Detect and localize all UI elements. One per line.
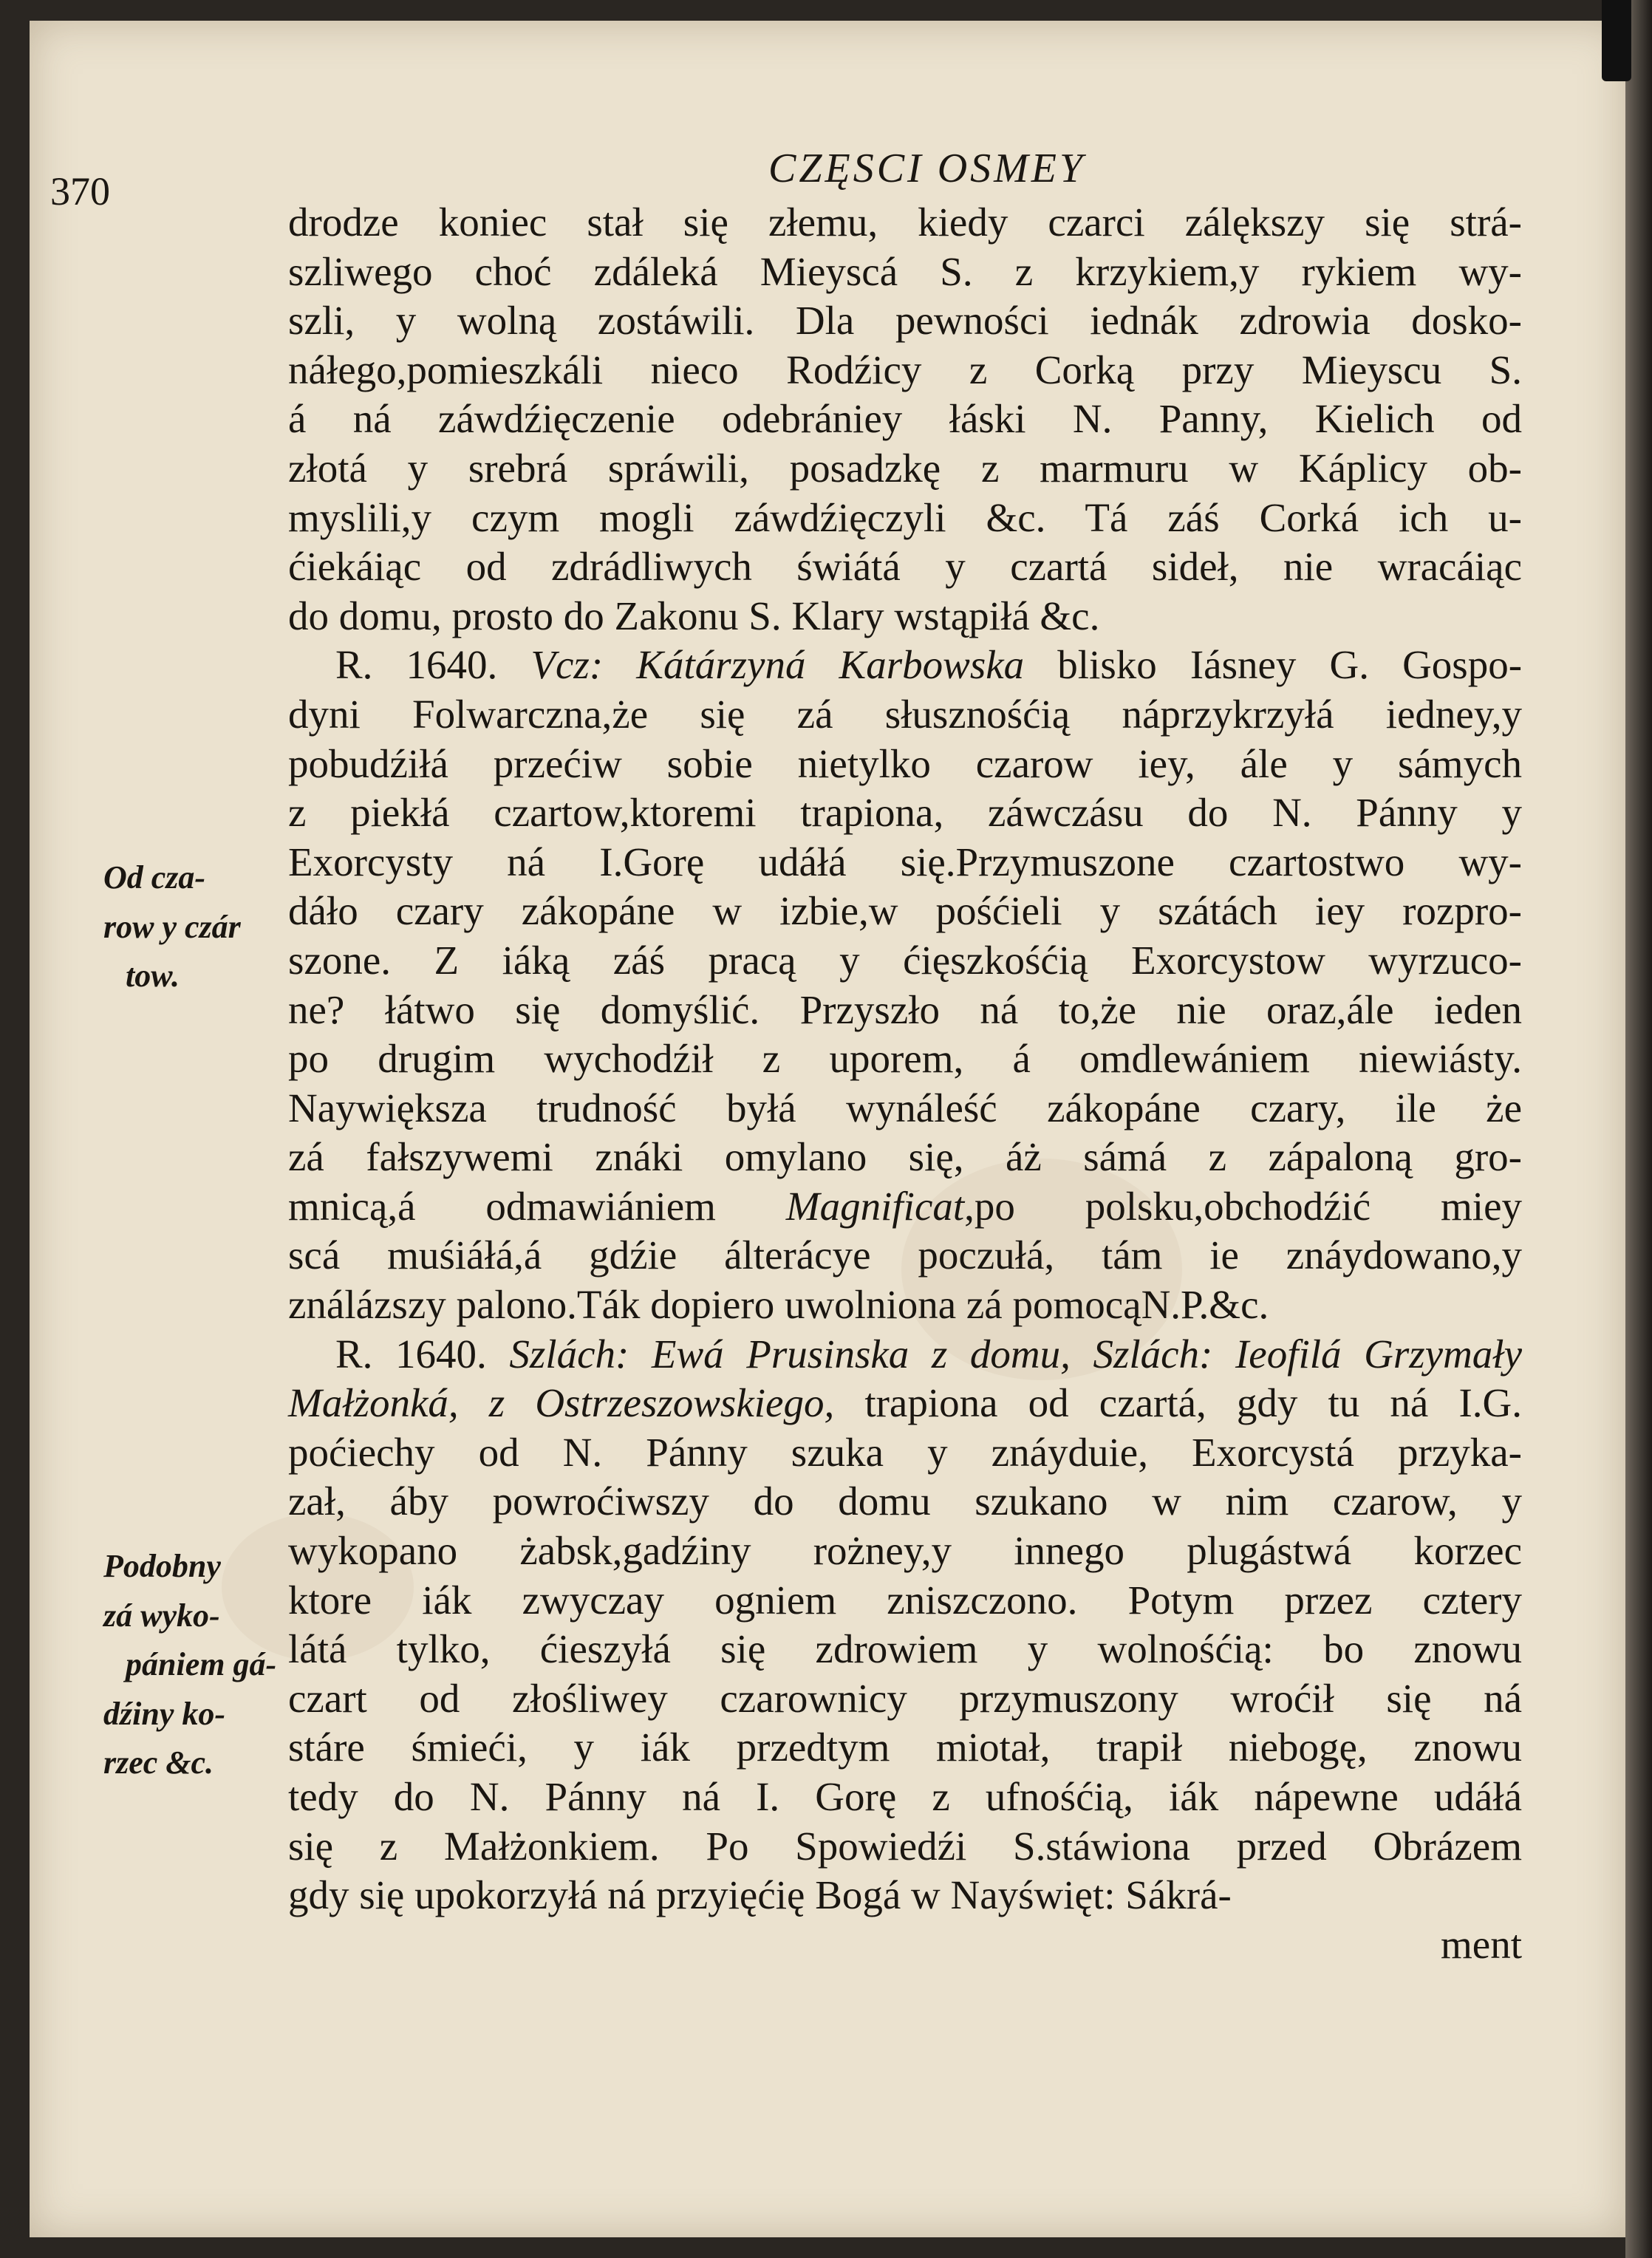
- marginal-line: Od cza-: [103, 859, 206, 896]
- text-line: myslili,y czym mogli záwdźięczyli &c. Tá záś Corká ich u-: [288, 494, 1522, 540]
- text-line: náłego,pomieszkáli nieco Rodźicy z Corką przy Mieyscu S.: [288, 347, 1522, 392]
- running-head: CZĘSCI OSMEY: [768, 146, 1086, 191]
- text-line: á ná záwdźięczenie odebrániey łáski N. Panny, Kielich od: [288, 396, 1522, 442]
- text-line: się z Małżonkiem. Po Spowiedźi S.stáwiona przed Obrázem: [288, 1823, 1522, 1869]
- text-line: złotá y srebrá spráwili, posadzkę z marmuru w Káplicy ob-: [288, 445, 1522, 491]
- text-line: z piekłá czartow,ktoremi trapiona, záwczásu do N. Pánny y: [288, 790, 1522, 836]
- marginal-note-spells: [103, 853, 273, 1001]
- text-line: szli, y wolną zostáwili. Dla pewności iednák zdrowia dosko-: [288, 298, 1522, 344]
- text-line: do domu, prosto do Zakonu S. Klary wstąpiłá &c.: [288, 593, 1100, 638]
- text-line: zał, áby powroćiwszy do domu szukano w nim czarow, y: [288, 1478, 1522, 1524]
- text-line: stáre śmieći, y iák przedtym miotał, trapił niebogę, znowu: [288, 1725, 1522, 1770]
- marginal-line: Podobny: [103, 1548, 221, 1584]
- body-text: [288, 198, 1522, 1969]
- text-line: wykopano żabsk,gadźiny rożney,y innego plugástwá korzec: [288, 1528, 1522, 1574]
- text-line: Naywiększa trudność byłá wynáleść zákopáne czary, ile że: [288, 1085, 1522, 1130]
- text-line: poćiechy od N. Pánny szuka y znáyduie, Exorcystá przyka-: [288, 1429, 1522, 1475]
- page-tab: [1602, 0, 1631, 81]
- text-line: ktore iák zwyczay ogniem zniszczono. Potym przez cztery: [288, 1577, 1522, 1623]
- text-line: dyni Folwarczna,że się zá słusznośćią náprzykrzyłá iedney,y: [288, 691, 1522, 737]
- catchword: ment: [1441, 1921, 1522, 1967]
- text-line: scá muśiáłá,á gdźie álterácye poczułá, tám ie znáydowano,y: [288, 1232, 1522, 1278]
- marginal-line: zá wyko-: [103, 1597, 220, 1634]
- marginal-line: rzec &c.: [103, 1744, 214, 1781]
- marginal-line: row y czár: [103, 908, 241, 945]
- text-line: pobudźiłá przećiw sobie nietylko czarow iey, ále y sámych: [288, 740, 1522, 786]
- text-line: drodze koniec stał się złemu, kiedy czarci zálększy się strá-: [288, 199, 1522, 245]
- text-line: látá tylko, ćieszyłá się zdrowiem y wolnośćią: bo znowu: [288, 1626, 1522, 1672]
- text-line: zá fałszywemi znáki omylano się, áż sámá z zápaloną gro-: [288, 1134, 1522, 1180]
- text-line: gdy się upokorzyłá ná przyięćię Bogá w Nayświęt: Sákrá-: [288, 1872, 1232, 1918]
- text-line: R. 1640. Szlách: Ewá Prusinska z domu, Szlách: Ieofilá Grzymały: [335, 1331, 1522, 1377]
- text-line: tedy do N. Pánny ná I. Gorę z ufnośćią, iák nápewne udáłá: [288, 1774, 1522, 1819]
- text-line: ználázszy palono.Ták dopiero uwolniona zá pomocąN.P.&c.: [288, 1282, 1269, 1328]
- marginal-line: tow.: [126, 958, 180, 995]
- text-line: po drugim wychodźił z uporem, á omdlewániem niewiásty.: [288, 1036, 1522, 1082]
- marginal-line: dźiny ko-: [103, 1695, 225, 1732]
- marginal-line: pániem gá-: [126, 1646, 277, 1683]
- text-line: Małżonká, z Ostrzeszowskiego, trapiona od czartá, gdy tu ná I.G.: [288, 1380, 1522, 1426]
- text-line: mnicą,á odmawiániem Magnificat,po polsku,obchodźić miey: [288, 1183, 1522, 1229]
- page-number: 370: [50, 169, 110, 214]
- text-line: R. 1640. Vcz: Kátárzyná Karbowska blisko Iásney G. Gospo-: [335, 642, 1523, 688]
- text-line: dáło czary zákopáne w izbie,w pośćieli y szátách iey rozpro-: [288, 888, 1522, 934]
- text-line: ne? łátwo się domyślić. Przyszło ná to,że nie oraz,ále ieden: [288, 986, 1522, 1032]
- text-line: ćiekáiąc od zdrádliwych świátá y czartá sideł, nie wracáiąc: [288, 544, 1522, 590]
- page-gutter: [1625, 0, 1652, 2258]
- text-line: Exorcysty ná I.Gorę udáłá się.Przymuszone czartostwo wy-: [288, 839, 1522, 884]
- text-line: szone. Z iáką záś pracą y ćięszkośćią Exorcystow wyrzuco-: [288, 937, 1522, 983]
- text-line: czart od złośliwey czarownicy przymuszony wroćił się ná: [288, 1675, 1522, 1721]
- text-line: szliwego choć zdáleká Mieyscá S. z krzykiem,y rykiem wy-: [288, 248, 1522, 294]
- marginal-note-similar: [103, 1542, 277, 1788]
